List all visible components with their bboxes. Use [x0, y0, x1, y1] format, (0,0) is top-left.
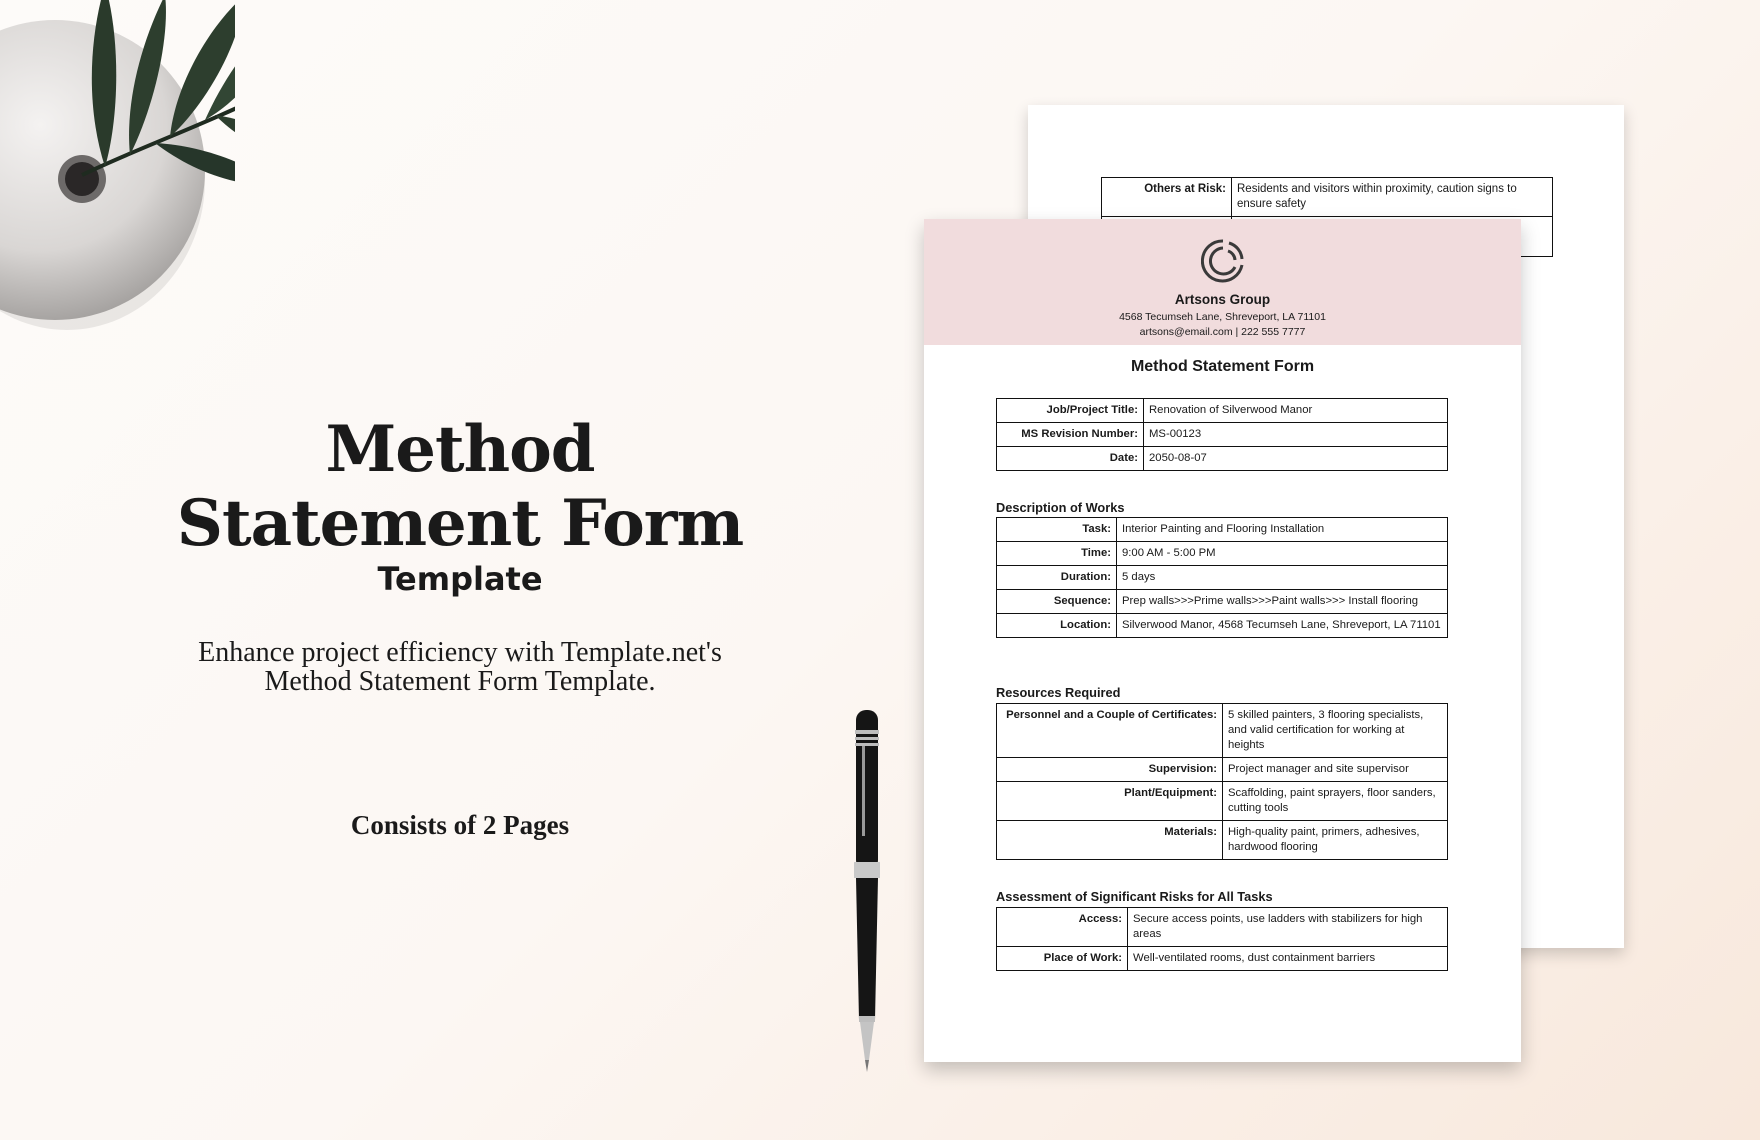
row-value: Renovation of Silverwood Manor	[1144, 399, 1448, 423]
job-info-table	[996, 398, 1448, 471]
table-row	[997, 908, 1448, 947]
hero-title-line2: Statement Form	[176, 486, 744, 561]
table-row	[1102, 178, 1553, 217]
pen-decoration	[850, 710, 886, 1072]
row-label: Supervision:	[997, 758, 1223, 782]
row-value: 2050-08-07	[1144, 447, 1448, 471]
row-value: 5 days	[1117, 566, 1448, 590]
row-value: Residents and visitors within proximity, caution signs to ensure safety	[1232, 178, 1553, 217]
hero-subtitle: Template	[377, 560, 543, 598]
row-value: High-quality paint, primers, adhesives, hardwood flooring	[1223, 821, 1448, 860]
row-label: Sequence:	[997, 590, 1117, 614]
row-label: Duration:	[997, 566, 1117, 590]
row-label: Job/Project Title:	[997, 399, 1144, 423]
table-row	[997, 590, 1448, 614]
row-value: MS-00123	[1144, 423, 1448, 447]
row-value: Scaffolding, paint sprayers, floor sanders, cutting tools	[1223, 782, 1448, 821]
risks-table	[996, 907, 1448, 971]
row-value: Well-ventilated rooms, dust containment barriers	[1128, 947, 1448, 971]
table-row	[997, 518, 1448, 542]
resources-table	[996, 703, 1448, 860]
table-row	[997, 542, 1448, 566]
table-row	[997, 782, 1448, 821]
description-table	[996, 517, 1448, 638]
resources-heading: Resources Required	[996, 685, 1121, 700]
pages-note: Consists of 2 Pages	[350, 810, 570, 840]
row-label: Others at Risk:	[1102, 178, 1232, 217]
row-label: Task:	[997, 518, 1117, 542]
company-name: Artsons Group	[1174, 292, 1271, 307]
row-label: Personnel and a Couple of Certificates:	[997, 704, 1223, 758]
row-label: Time:	[997, 542, 1117, 566]
company-address: 4568 Tecumseh Lane, Shreveport, LA 71101	[1119, 311, 1326, 323]
row-label: Place of Work:	[997, 947, 1128, 971]
row-label: Date:	[997, 447, 1144, 471]
hero-tagline-line2: Method Statement Form Template.	[264, 666, 656, 697]
front-page	[924, 219, 1521, 1062]
row-label: Plant/Equipment:	[997, 782, 1223, 821]
risks-heading: Assessment of Significant Risks for All Tasks	[996, 889, 1273, 904]
row-label: Location:	[997, 614, 1117, 638]
form-title: Method Statement Form	[1130, 358, 1315, 375]
row-value: Project manager and site supervisor	[1223, 758, 1448, 782]
document-header	[924, 219, 1521, 345]
row-value: Silverwood Manor, 4568 Tecumseh Lane, Shreveport, LA 71101	[1117, 614, 1448, 638]
table-row	[997, 399, 1448, 423]
hero-title-line1: Method	[325, 412, 595, 487]
row-value: Interior Painting and Flooring Installation	[1117, 518, 1448, 542]
table-row	[997, 821, 1448, 860]
table-row	[997, 447, 1448, 471]
table-row	[997, 423, 1448, 447]
row-value: 9:00 AM - 5:00 PM	[1117, 542, 1448, 566]
description-heading: Description of Works	[996, 500, 1125, 515]
hero-tagline-line1: Enhance project efficiency with Template.net's	[198, 637, 722, 668]
row-value: 5 skilled painters, 3 flooring specialists, and valid certification for working at heights	[1223, 704, 1448, 758]
vase-decoration	[0, 0, 235, 335]
row-label: MS Revision Number:	[997, 423, 1144, 447]
company-contact: artsons@email.com | 222 555 7777	[1139, 326, 1306, 338]
table-row	[997, 566, 1448, 590]
table-row	[997, 614, 1448, 638]
table-row	[997, 704, 1448, 758]
table-row	[997, 947, 1448, 971]
row-value: Prep walls>>>Prime walls>>>Paint walls>>> Install flooring	[1117, 590, 1448, 614]
table-row	[997, 758, 1448, 782]
row-value: Secure access points, use ladders with stabilizers for high areas	[1128, 908, 1448, 947]
row-label: Access:	[997, 908, 1128, 947]
company-logo-icon	[1201, 237, 1245, 285]
row-label: Materials:	[997, 821, 1223, 860]
